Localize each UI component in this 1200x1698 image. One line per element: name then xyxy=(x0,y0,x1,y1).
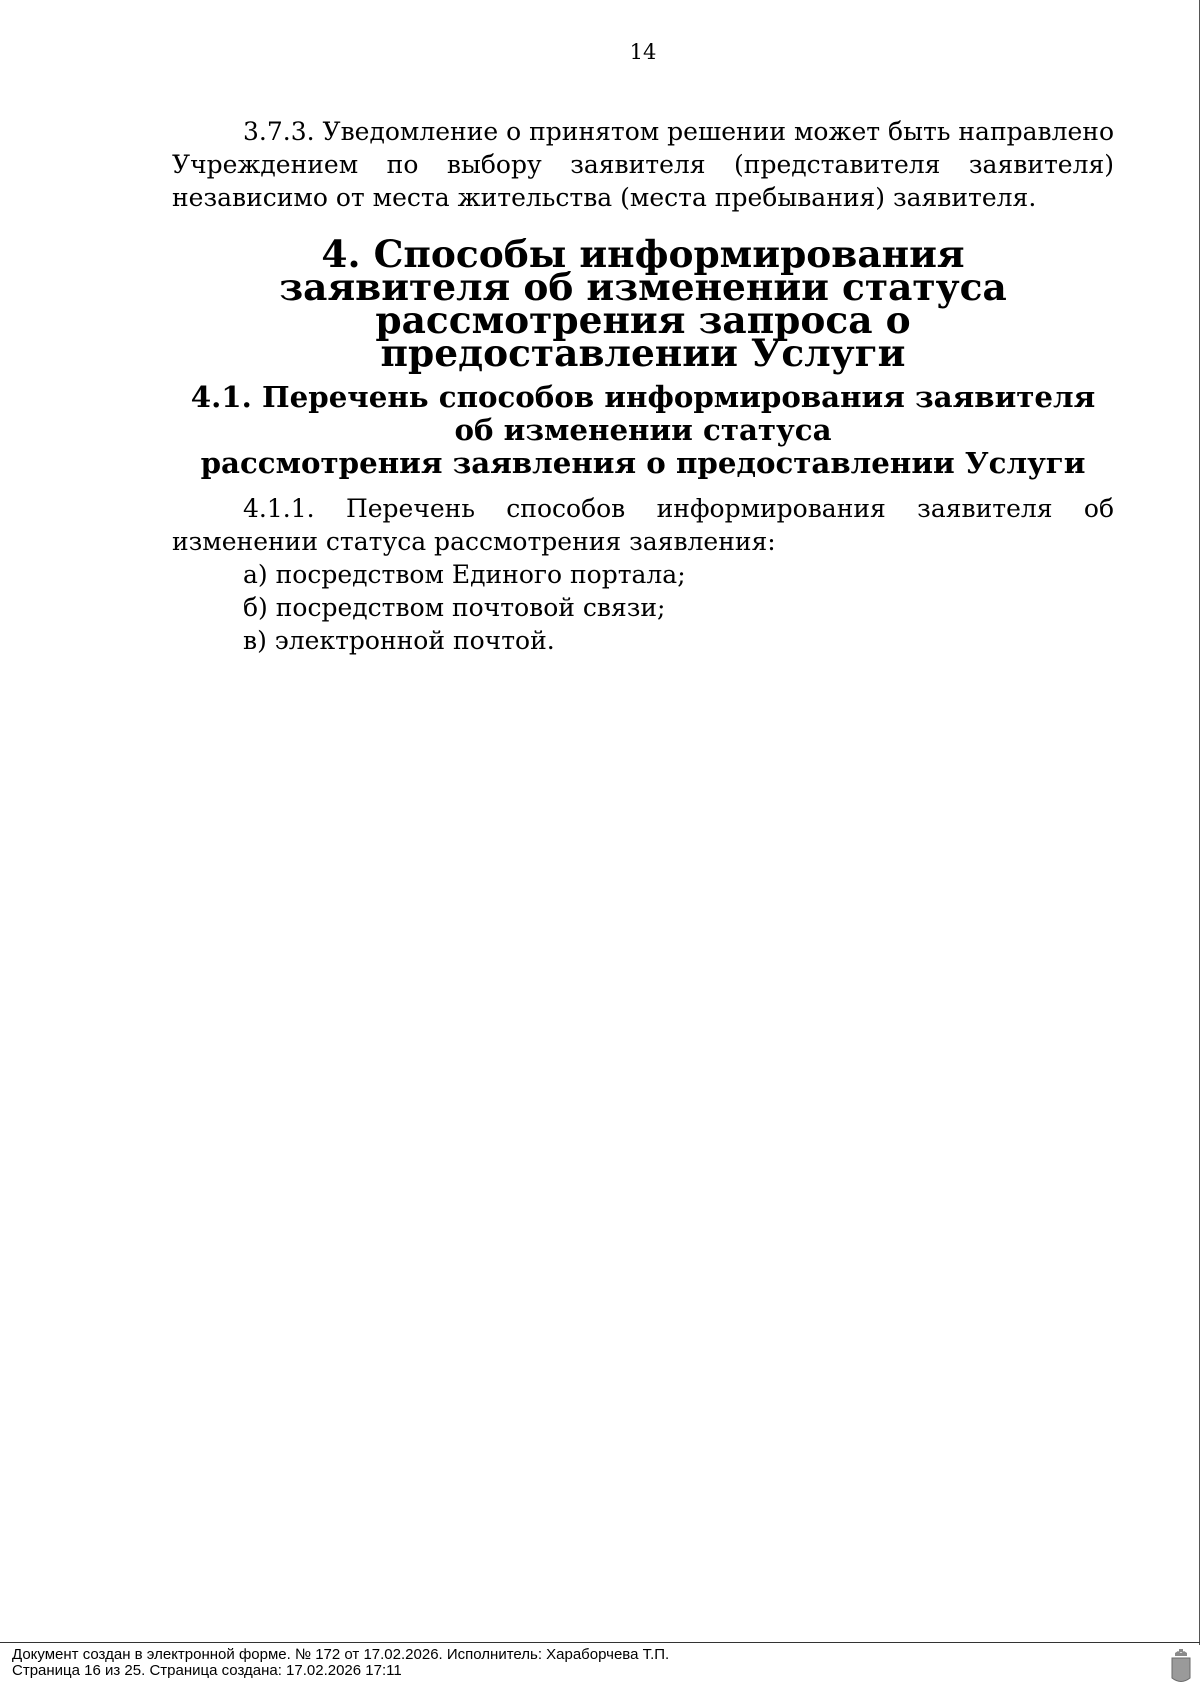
footer xyxy=(12,1647,669,1679)
heading-line-2: рассмотрения заявления о предоставлении Услуги xyxy=(200,446,1086,480)
heading-line-1: 4.1. Перечень способов информирования заявителя об изменении статуса xyxy=(190,380,1096,447)
footer-divider xyxy=(0,1642,1200,1643)
heading-line-1: 4. Способы информирования заявителя об изменении статуса xyxy=(279,232,1007,309)
list-item-b: б) посредством почтовой связи; xyxy=(243,593,666,622)
section-4-heading xyxy=(242,232,1044,375)
coat-of-arms-icon xyxy=(1170,1648,1192,1686)
paragraph-number: 3.7.3. xyxy=(243,117,315,146)
list-item-c: в) электронной почтой. xyxy=(243,626,555,655)
subsection-4-1-heading xyxy=(172,381,1114,480)
paragraph-text: Перечень способов информирования заявителя об изменении статуса рассмотрения заявления: xyxy=(172,494,1114,556)
footer-line-2: Страница 16 из 25. Страница создана: 17.02.2026 17:11 xyxy=(12,1662,402,1679)
list-item-a: а) посредством Единого портала; xyxy=(243,560,686,589)
paragraph-text: Уведомление о принятом решении может быть направлено Учреждением по выбору заявителя (представителя заявителя) независимо от места жительства (места пребывания) заявителя. xyxy=(172,117,1114,212)
paragraph-number: 4.1.1. xyxy=(243,494,315,523)
document-body xyxy=(172,115,1114,657)
heading-line-2: рассмотрения запроса о предоставлении Услуги xyxy=(375,298,911,375)
footer-line-1: Документ создан в электронной форме. № 172 от 17.02.2026. Исполнитель: Хараборчева Т.П. xyxy=(12,1646,670,1663)
page-number: 14 xyxy=(629,40,657,64)
paragraph-3-7-3 xyxy=(172,115,1114,214)
paragraph-4-1-1 xyxy=(172,492,1114,558)
